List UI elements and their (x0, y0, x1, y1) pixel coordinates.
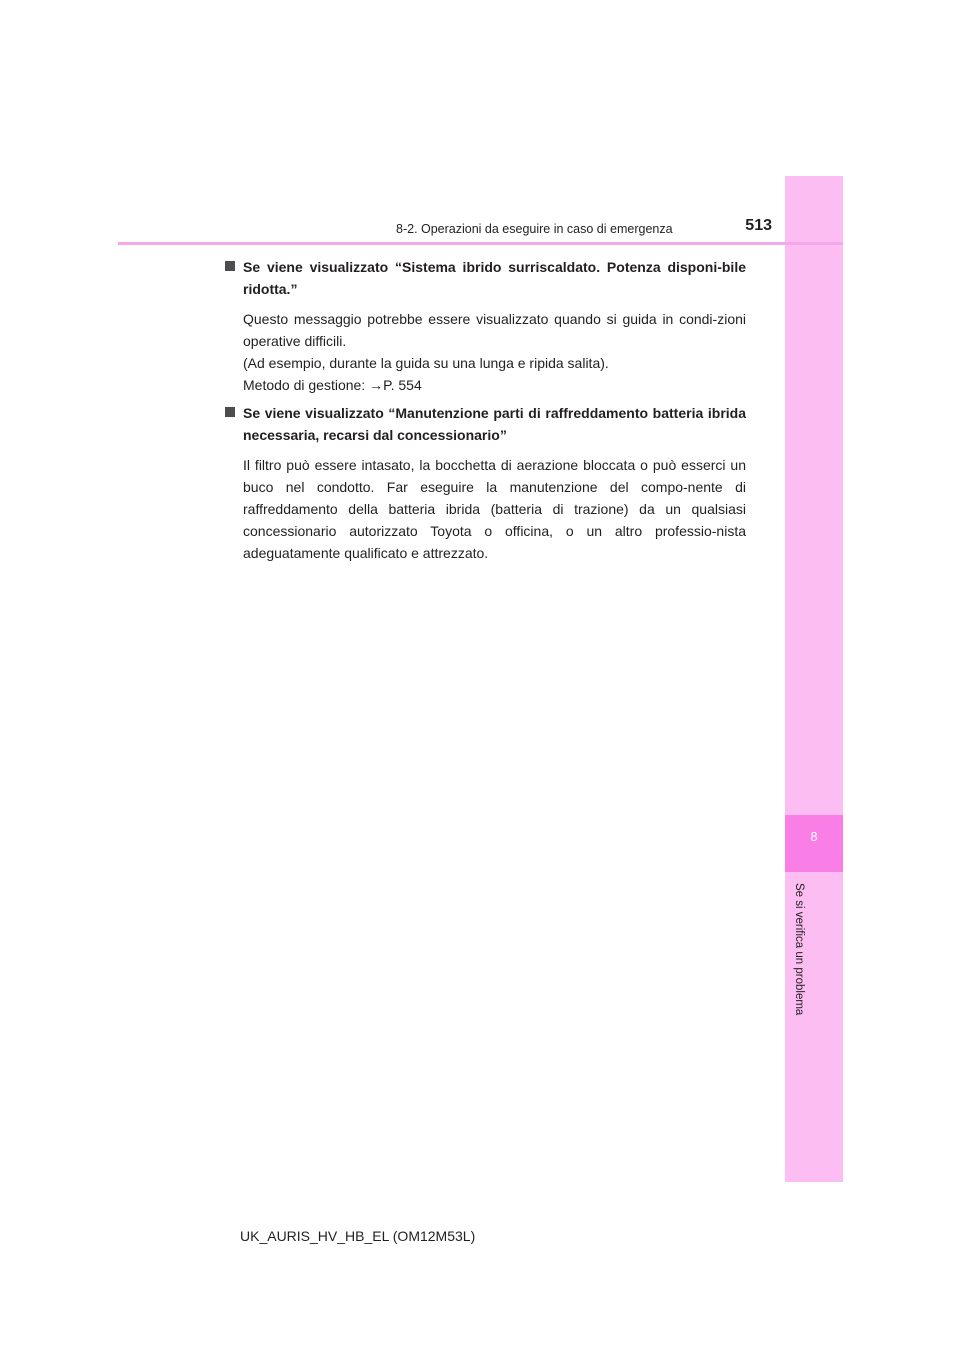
section-title: 8-2. Operazioni da eseguire in caso di emergenza (396, 222, 673, 236)
square-bullet-icon (225, 261, 235, 271)
list-item (222, 402, 746, 564)
item-heading-text: Se viene visualizzato “Sistema ibrido surriscaldato. Potenza disponi-bile ridotta.” (243, 259, 746, 297)
item-heading (222, 256, 746, 300)
body-line: Questo messaggio potrebbe essere visualizzato quando si guida in condi-zioni operative difficili. (243, 311, 746, 349)
page-content (222, 256, 746, 570)
page-number: 513 (745, 217, 772, 234)
body-line: (Ad esempio, durante la guida su una lunga e ripida salita). (243, 355, 609, 371)
document-code: UK_AURIS_HV_HB_EL (OM12M53L) (240, 1228, 476, 1244)
item-heading (222, 402, 746, 446)
square-bullet-icon (225, 407, 235, 417)
item-heading-text: Se viene visualizzato “Manutenzione parti di raffreddamento batteria ibrida necessaria, recarsi dal concessionario” (243, 405, 746, 443)
list-item (222, 256, 746, 396)
header-divider (118, 242, 843, 245)
item-body (222, 308, 746, 396)
body-paragraph: Il filtro può essere intasato, la bocchetta di aerazione bloccata o può esserci un buco nel condotto. Far eseguire la manutenzione del compo-nente di raffreddamento della batteria ibrida (batteria di trazione) da un qualsiasi concessionario autorizzato Toyota o officina, o un altro professio-nista adeguatamente qualificato e attrezzato. (243, 457, 746, 561)
item-body (222, 454, 746, 564)
chapter-number: 8 (810, 829, 818, 844)
body-line: Metodo di gestione: →P. 554 (243, 377, 422, 393)
chapter-title: Se si verifica un problema (793, 883, 805, 1016)
